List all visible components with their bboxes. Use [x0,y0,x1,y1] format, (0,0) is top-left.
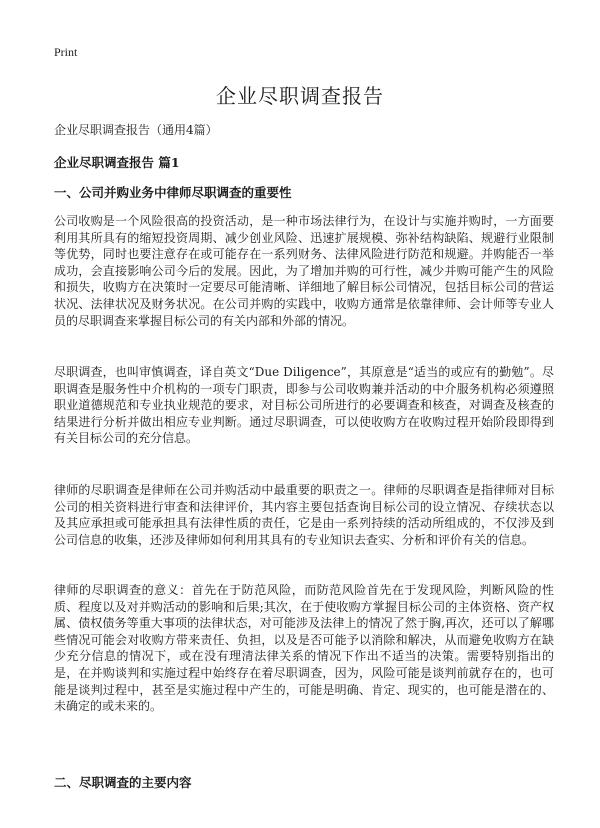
document-subtitle: 企业尽职调查报告（通用4篇） [54,123,218,137]
paragraph-4: 律师的尽职调查的意义：首先在于防范风险，而防范风险首先在于发现风险，判断风险的性质、程度以及对并购活动的影响和后果;其次，在于使收购方掌握目标公司的主体资格、资产权属、债权债务等重大事项的法律状态，对可能涉及法律上的情况了然于胸,再次，还可以了解哪些情况可能会对收购方带来责任、负担，以及是否可能予以消除和解决，从而避免收购方在缺少充分信息的情况下，或在没有理清法律关系的情况下作出不适当的决策。需要特别指出的是，在并购谈判和实施过程中始终存在着尽职调查，因为，风险可能是谈判前就存在的，也可能是谈判过程中，甚至是实施过程中产生的，可能是明确、肯定、现实的，也可能是潜在的、未确定的或未来的。 [54,583,554,714]
paragraph-1: 公司收购是一个风险很高的投资活动，是一种市场法律行为，在设计与实施并购时，一方面要利用其所具有的缩短投资周期、减少创业风险、迅速扩展规模、弥补结构缺陷、规避行业限制等优势，同时也要注意存在或可能存在一系列财务、法律风险进行防范和规避。并购能否一举成功，会直接影响公司今后的发展。因此，为了增加并购的可行性，减少并购可能产生的风险和损失，收购方在决策时一定要尽可能清晰、详细地了解目标公司情况，包括目标公司的营运状况、法律状况及财务状况。在公司并购的实践中，收购方通常是依靠律师、会计师等专业人员的尽职调查来掌握目标公司的有关内部和外部的情况。 [54,214,554,328]
article-heading: 企业尽职调查报告 篇1 [54,155,180,170]
section-heading-1: 一、公司并购业务中律师尽职调查的重要性 [54,185,292,200]
print-link[interactable]: Print [54,45,78,59]
page-title: 企业尽职调查报告 [216,84,384,108]
section-heading-2: 二、尽职调查的主要内容 [54,775,192,790]
paragraph-3: 律师的尽职调查是律师在公司并购活动中最重要的职责之一。律师的尽职调查是指律师对目标公司的相关资料进行审查和法律评价，其内容主要包括查询目标公司的设立情况、存续状态以及其应承担或可能承担具有法律性质的责任，它是由一系列持续的活动所组成的，不仅涉及到公司信息的收集，还涉及律师如何利用其具有的专业知识去查实、分析和评价有关的信息。 [54,483,554,547]
paragraph-2: 尽职调查，也叫审慎调查，译自英文“Due Diligence”，其原意是“适当的或应有的勤勉”。尽职调查是服务性中介机构的一项专门职责，即参与公司收购兼并活动的中介服务机构必须遵照职业道德规范和专业执业规范的要求，对目标公司所进行的必要调查和核查，对调查及核查的结果进行分析并做出相应专业判断。通过尽职调查，可以使收购方在收购过程开始阶段即得到有关目标公司的充分信息。 [54,365,554,446]
